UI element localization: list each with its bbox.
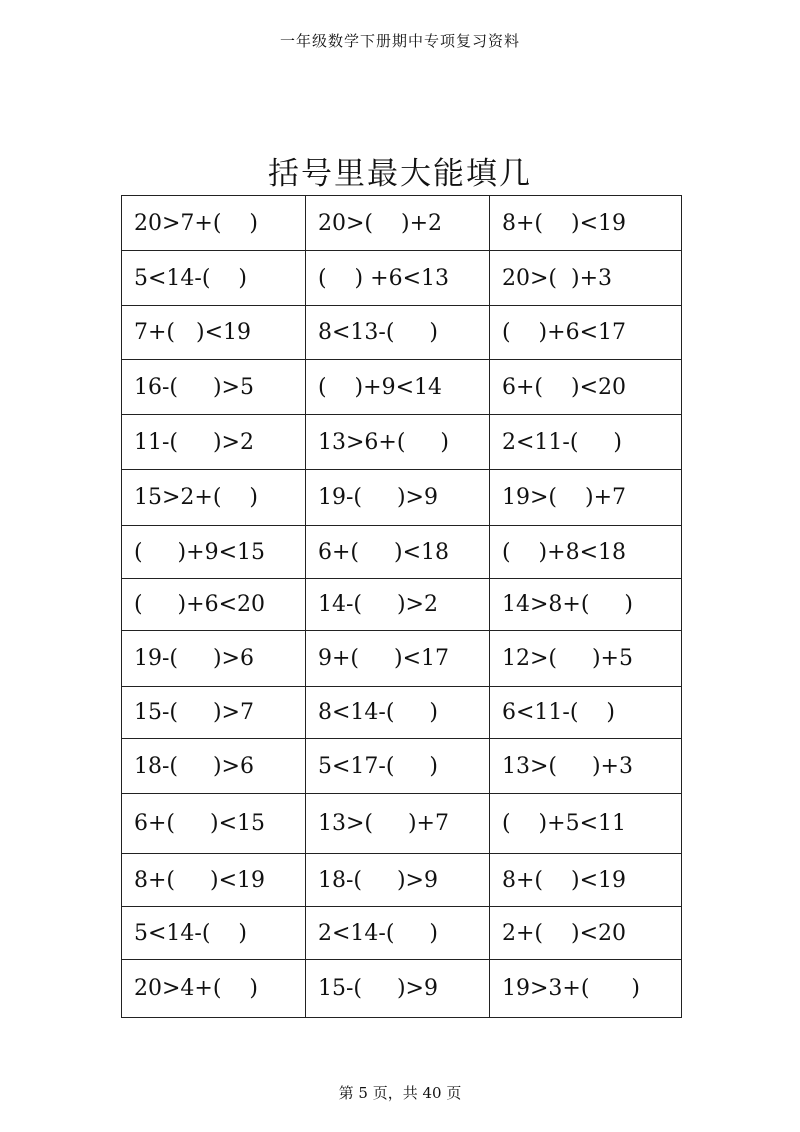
table-row	[122, 907, 682, 960]
table-row	[122, 794, 682, 854]
exercise-cell: 20>7+( )	[122, 196, 306, 251]
exercise-cell: 8+( )<19	[490, 196, 682, 251]
exercise-cell: ( )+6<17	[490, 306, 682, 360]
exercise-cell: 20>4+( )	[122, 960, 306, 1018]
exercise-cell: 2<11-( )	[490, 415, 682, 470]
table-row	[122, 687, 682, 739]
exercise-cell: ( )+8<18	[490, 526, 682, 579]
table-row	[122, 526, 682, 579]
table-row	[122, 196, 682, 251]
exercise-cell: 8+( )<19	[490, 854, 682, 907]
exercise-cell: 8<14-( )	[306, 687, 490, 739]
exercise-cell: 18-( )>6	[122, 739, 306, 794]
table-row	[122, 739, 682, 794]
exercise-cell: 16-( )>5	[122, 360, 306, 415]
table-row	[122, 960, 682, 1018]
exercise-cell: 20>( )+2	[306, 196, 490, 251]
table-row	[122, 306, 682, 360]
exercise-cell: ( )+9<15	[122, 526, 306, 579]
exercise-cell: 6+( )<18	[306, 526, 490, 579]
exercise-cell: 18-( )>9	[306, 854, 490, 907]
exercise-cell: 19>3+( )	[490, 960, 682, 1018]
exercise-cell: 8+( )<19	[122, 854, 306, 907]
exercise-cell: 6+( )<15	[122, 794, 306, 854]
exercise-cell: 8<13-( )	[306, 306, 490, 360]
exercise-cell: 5<14-( )	[122, 907, 306, 960]
exercise-cell: 5<14-( )	[122, 251, 306, 306]
exercise-cell: 11-( )>2	[122, 415, 306, 470]
table-row	[122, 251, 682, 306]
exercise-cell: 15-( )>7	[122, 687, 306, 739]
exercise-cell: 2<14-( )	[306, 907, 490, 960]
table-row	[122, 360, 682, 415]
exercise-cell: 15-( )>9	[306, 960, 490, 1018]
page-header: 一年级数学下册期中专项复习资料	[279, 32, 520, 50]
exercise-cell: 14>8+( )	[490, 579, 682, 631]
exercise-cell: 19-( )>6	[122, 631, 306, 687]
exercise-cell: 13>6+( )	[306, 415, 490, 470]
exercise-cell: 6<11-( )	[490, 687, 682, 739]
exercise-cell: ( )+9<14	[306, 360, 490, 415]
exercise-cell: ( )+5<11	[490, 794, 682, 854]
exercise-cell: 12>( )+5	[490, 631, 682, 687]
exercise-cell: 7+( )<19	[122, 306, 306, 360]
exercise-cell: 5<17-( )	[306, 739, 490, 794]
exercise-cell: 19>( )+7	[490, 470, 682, 526]
exercise-cell: 2+( )<20	[490, 907, 682, 960]
exercise-cell: ( )+6<20	[122, 579, 306, 631]
exercise-cell: 20>( )+3	[490, 251, 682, 306]
table-row	[122, 415, 682, 470]
page-footer: 第 5 页，共 40 页	[338, 1084, 462, 1102]
exercise-cell: 6+( )<20	[490, 360, 682, 415]
table-row	[122, 854, 682, 907]
exercise-cell: 15>2+( )	[122, 470, 306, 526]
exercise-cell: 19-( )>9	[306, 470, 490, 526]
exercise-cell: ( ) +6<13	[306, 251, 490, 306]
exercise-table	[121, 195, 682, 1018]
table-row	[122, 470, 682, 526]
exercise-cell: 9+( )<17	[306, 631, 490, 687]
table-row	[122, 631, 682, 687]
exercise-cell: 13>( )+7	[306, 794, 490, 854]
exercise-cell: 13>( )+3	[490, 739, 682, 794]
table-row	[122, 579, 682, 631]
worksheet-title: 括号里最大能填几	[268, 156, 532, 192]
exercise-cell: 14-( )>2	[306, 579, 490, 631]
